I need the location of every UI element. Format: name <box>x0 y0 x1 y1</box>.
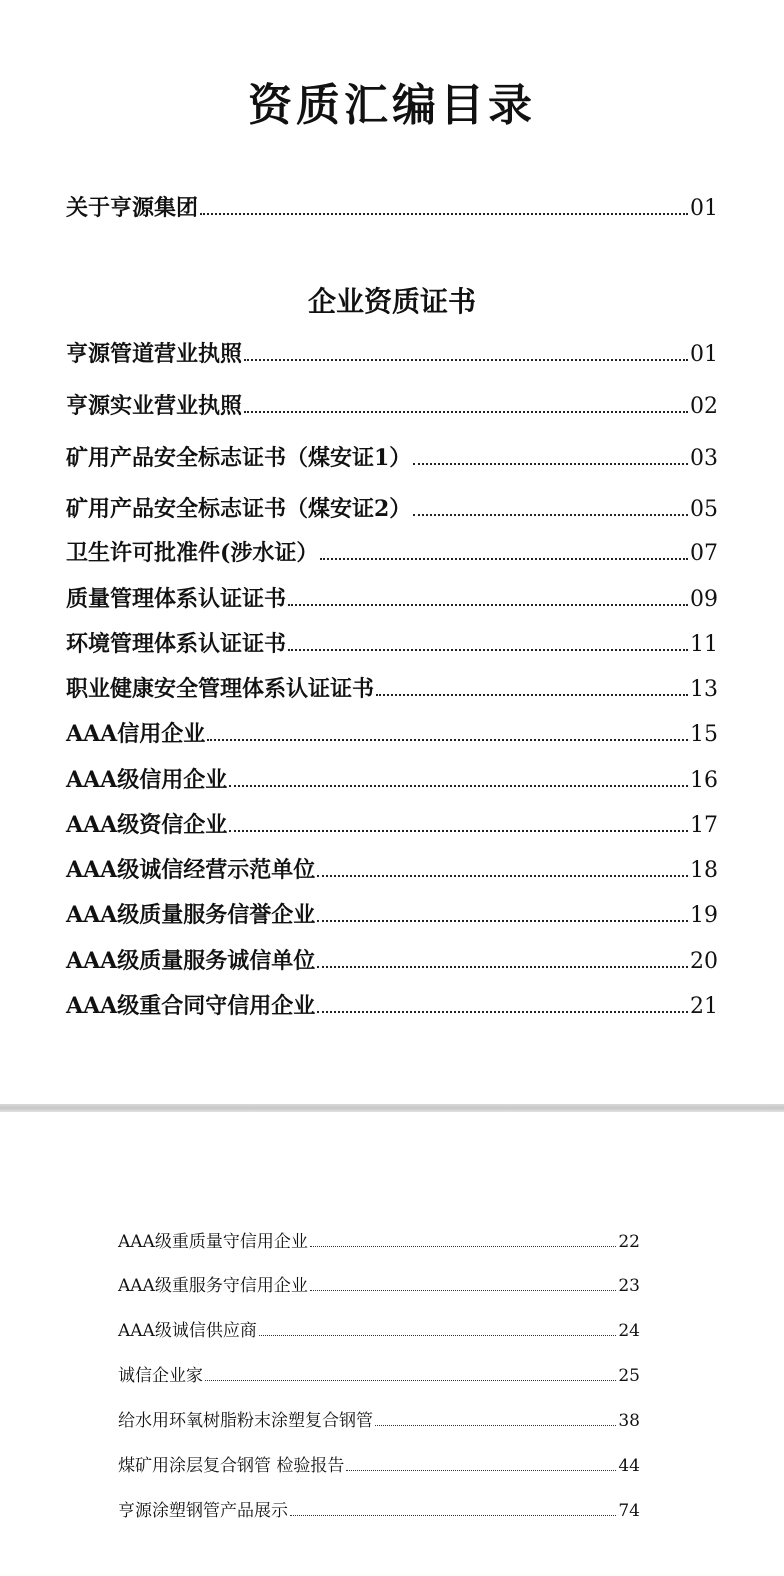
toc-entry-label: 职业健康安全管理体系认证证书 <box>66 676 375 702</box>
toc-entry[interactable] <box>118 1363 640 1389</box>
toc-page-number: 17 <box>690 813 718 838</box>
toc-page-number: 21 <box>690 994 718 1019</box>
toc-entry-label: 矿用产品安全标志证书（煤安证2） <box>66 496 412 522</box>
toc-dot-leader <box>288 588 688 606</box>
toc-page-number: 18 <box>690 858 718 883</box>
toc-page-number: 19 <box>690 903 718 928</box>
toc-entry-label: AAA级诚信经营示范单位 <box>66 857 316 883</box>
toc-page-number: 16 <box>690 768 718 793</box>
toc-entry-label: 诚信企业家 <box>118 1366 203 1386</box>
toc-entry[interactable] <box>118 1273 640 1299</box>
toc-entry[interactable] <box>66 583 718 615</box>
toc-entry-label: AAA级信用企业 <box>66 767 228 793</box>
toc-dot-leader <box>317 859 688 877</box>
toc-dot-leader <box>229 769 688 787</box>
toc-entry[interactable] <box>118 1229 640 1255</box>
toc-entry-label: AAA级重质量守信用企业 <box>118 1232 308 1252</box>
toc-dot-leader <box>229 814 688 832</box>
toc-page-number: 03 <box>690 446 718 471</box>
toc-dot-leader <box>317 950 688 968</box>
toc-page-number: 38 <box>618 1411 640 1431</box>
toc-entry-label: 亨源实业营业执照 <box>66 393 243 419</box>
toc-dot-leader <box>317 904 688 922</box>
toc-entry-label: AAA级重服务守信用企业 <box>118 1276 308 1296</box>
toc-entry[interactable] <box>66 442 718 474</box>
toc-page-number: 24 <box>618 1321 640 1341</box>
toc-dot-leader <box>244 343 688 361</box>
toc-entry-label: 亨源管道营业执照 <box>66 341 243 367</box>
toc-entry[interactable] <box>118 1498 640 1524</box>
toc-page-number: 22 <box>618 1232 640 1252</box>
toc-dot-leader <box>205 1368 616 1381</box>
toc-dot-leader <box>200 197 688 215</box>
toc-entry-label: AAA级质量服务诚信单位 <box>66 948 316 974</box>
toc-dot-leader <box>259 1323 617 1336</box>
toc-page-number: 05 <box>690 497 718 522</box>
toc-entry-label: AAA级质量服务信誉企业 <box>66 902 316 928</box>
toc-entry-label: 亨源涂塑钢管产品展示 <box>118 1501 288 1521</box>
toc-entry[interactable] <box>66 390 718 422</box>
toc-entry[interactable] <box>118 1318 640 1344</box>
toc-entry-label: AAA级资信企业 <box>66 812 228 838</box>
toc-page-number: 11 <box>690 632 718 657</box>
toc-dot-leader <box>346 1458 616 1471</box>
toc-entry[interactable] <box>66 718 718 750</box>
toc-entry[interactable] <box>66 764 718 796</box>
toc-entry-label: 质量管理体系认证证书 <box>66 586 287 612</box>
toc-dot-leader <box>413 498 688 516</box>
toc-entry[interactable] <box>66 809 718 841</box>
toc-entry-label: 关于亨源集团 <box>66 195 199 221</box>
page-divider <box>0 1104 784 1112</box>
page-title: 资质汇编目录 <box>248 80 536 131</box>
toc-page-number: 02 <box>690 394 718 419</box>
toc-entry-label: AAA级诚信供应商 <box>118 1321 257 1341</box>
toc-dot-leader <box>207 723 688 741</box>
toc-entry-label: 给水用环氧树脂粉末涂塑复合钢管 <box>118 1411 373 1431</box>
toc-entry[interactable] <box>66 338 718 370</box>
toc-dot-leader <box>310 1278 617 1291</box>
toc-page-number: 01 <box>690 342 718 367</box>
toc-entry[interactable] <box>118 1408 640 1434</box>
toc-dot-leader <box>288 633 688 651</box>
toc-dot-leader <box>317 995 688 1013</box>
toc-dot-leader <box>375 1413 616 1426</box>
toc-dot-leader <box>244 395 688 413</box>
toc-entry[interactable] <box>66 493 718 525</box>
toc-entry[interactable] <box>66 990 718 1022</box>
toc-page-number: 23 <box>618 1276 640 1296</box>
toc-entry[interactable] <box>66 899 718 931</box>
toc-entry-label: AAA信用企业 <box>66 721 206 747</box>
toc-entry[interactable] <box>66 673 718 705</box>
toc-entry-label: 煤矿用涂层复合钢管 检验报告 <box>118 1456 345 1476</box>
toc-page-number: 20 <box>690 949 718 974</box>
toc-dot-leader <box>413 447 688 465</box>
toc-page-number: 13 <box>690 677 718 702</box>
toc-page-number: 25 <box>618 1366 640 1386</box>
toc-entry[interactable] <box>66 854 718 886</box>
toc-entry[interactable] <box>66 537 718 569</box>
toc-entry-about[interactable] <box>66 192 718 224</box>
section-title: 企业资质证书 <box>307 285 476 318</box>
toc-page-number: 74 <box>618 1501 640 1521</box>
toc-dot-leader <box>320 542 688 560</box>
toc-page-number: 01 <box>690 196 718 221</box>
toc-entry-label: AAA级重合同守信用企业 <box>66 993 316 1019</box>
toc-page-number: 15 <box>690 722 718 747</box>
toc-dot-leader <box>310 1234 617 1247</box>
toc-entry-label: 矿用产品安全标志证书（煤安证1） <box>66 445 412 471</box>
toc-entry[interactable] <box>118 1453 640 1479</box>
toc-dot-leader <box>376 678 688 696</box>
toc-page-number: 07 <box>690 541 718 566</box>
toc-entry-label: 卫生许可批准件(涉水证） <box>66 540 319 566</box>
document-page-2 <box>0 1112 784 1576</box>
toc-entry[interactable] <box>66 628 718 660</box>
toc-dot-leader <box>290 1503 616 1516</box>
toc-entry-label: 环境管理体系认证证书 <box>66 631 287 657</box>
toc-page-number: 09 <box>690 587 718 612</box>
toc-entry[interactable] <box>66 945 718 977</box>
toc-page-number: 44 <box>618 1456 640 1476</box>
